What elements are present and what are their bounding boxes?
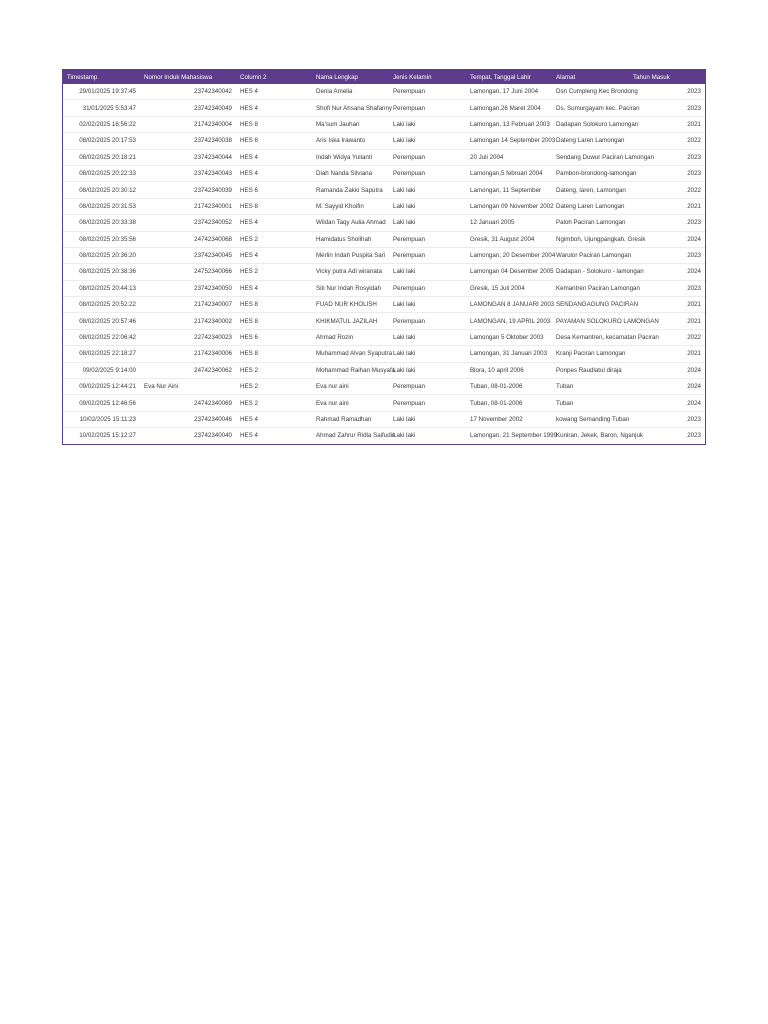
table-row — [63, 215, 705, 231]
cell-nama-lengkap[interactable]: Denia Amelia — [312, 84, 389, 100]
cell-tempat-tanggal-lahir[interactable]: Tuban, 08-01-2006 — [466, 395, 552, 411]
cell-tempat-tanggal-lahir[interactable]: Lamongan, 20 Desember 2004 — [466, 247, 552, 263]
cell-tempat-tanggal-lahir[interactable]: Gresik, 31 August 2004 — [466, 231, 552, 247]
cell-timestamp[interactable]: 10/02/2025 15:11:23 — [63, 411, 140, 427]
spreadsheet-table-container — [62, 69, 706, 445]
cell-nim[interactable]: 22742340023 — [140, 329, 236, 345]
cell-timestamp[interactable]: 08/02/2025 20:36:20 — [63, 247, 140, 263]
cell-jenis-kelamin[interactable]: Laki laki — [389, 215, 466, 231]
cell-nama-lengkap[interactable]: Merlin Indah Puspita Sari — [312, 247, 389, 263]
cell-alamat[interactable]: Ds. Sumurgayam kec. Paciran — [552, 100, 629, 116]
cell-column-2[interactable]: HES 8 — [236, 297, 312, 313]
header-row — [63, 70, 705, 84]
column-header-nim[interactable]: Nomor Induk Mahasiswa — [140, 70, 236, 84]
cell-nim[interactable]: 24742340069 — [140, 395, 236, 411]
cell-nama-lengkap[interactable]: Eva nur aini — [312, 379, 389, 395]
cell-alamat[interactable]: Sendang Duwur Paciran Lamongan — [552, 149, 629, 165]
table-row — [63, 198, 705, 214]
cell-tahun-masuk[interactable]: 2022 — [629, 329, 705, 345]
cell-nama-lengkap[interactable]: Eva nur aini — [312, 395, 389, 411]
cell-nama-lengkap[interactable]: FUAD NUR KHOLISH — [312, 297, 389, 313]
cell-tempat-tanggal-lahir[interactable]: Lamongan, 17 Juni 2004 — [466, 84, 552, 100]
cell-nim[interactable]: 21742340002 — [140, 313, 236, 329]
cell-alamat[interactable]: Warulor Paciran Lamongan — [552, 247, 629, 263]
cell-nim[interactable]: 23742340049 — [140, 100, 236, 116]
cell-alamat[interactable]: Tuban — [552, 379, 629, 395]
table-row — [63, 247, 705, 263]
cell-jenis-kelamin[interactable]: Laki laki — [389, 329, 466, 345]
cell-nim[interactable]: 23742340040 — [194, 432, 232, 440]
cell-tempat-tanggal-lahir[interactable]: Lamongan 5 Oktober 2003 — [466, 329, 552, 345]
cell-alamat[interactable]: Ngimboh, Ujungpangkah, Gresik — [552, 231, 629, 247]
cell-nim[interactable]: 21742340001 — [140, 198, 236, 214]
cell-nama-lengkap[interactable]: Mohammad Raihan Musyafa — [312, 362, 389, 378]
cell-nim[interactable]: 23742340044 — [140, 149, 236, 165]
student-data-table — [63, 70, 705, 444]
cell-alamat[interactable]: PAYAMAN SOLOKURO LAMONGAN — [552, 313, 629, 329]
cell-jenis-kelamin[interactable]: Laki laki — [389, 198, 466, 214]
cell-jenis-kelamin[interactable]: Perempuan — [389, 100, 466, 116]
cell-tempat-tanggal-lahir[interactable]: Lamongan 14 September 2003 — [466, 133, 552, 149]
table-row — [63, 100, 705, 116]
cell-jenis-kelamin[interactable]: Laki laki — [389, 411, 466, 427]
cell-column-2[interactable]: HES 2 — [236, 395, 312, 411]
cell-alamat[interactable]: Dateng Laren Lamongan — [552, 198, 629, 214]
cell-timestamp[interactable]: 09/02/2025 12:46:56 — [63, 395, 140, 411]
cell-alamat[interactable]: Ponpes Raudlatul diraja — [552, 362, 629, 378]
cell-tahun-masuk[interactable]: 2021 — [629, 297, 705, 313]
cell-tahun-masuk[interactable]: 2024 — [629, 231, 705, 247]
cell-tempat-tanggal-lahir[interactable]: 17 November 2002 — [466, 411, 552, 427]
cell-column-2[interactable]: HES 4 — [236, 165, 312, 181]
cell-tahun-masuk[interactable]: 2024 — [629, 395, 705, 411]
cell-jenis-kelamin[interactable]: Laki laki — [389, 182, 466, 198]
cell-nama-lengkap[interactable]: Muhammad Alvan Syaputra — [312, 346, 389, 362]
table-row — [63, 329, 705, 345]
cell-jenis-kelamin[interactable]: Laki laki — [389, 133, 466, 149]
cell-jenis-kelamin[interactable]: Perempuan — [389, 247, 466, 263]
cell-nama-lengkap[interactable]: Aris Iska Irawanto — [312, 133, 389, 149]
cell-timestamp[interactable]: 09/02/2025 12:44:21 — [63, 379, 140, 395]
table-row — [63, 231, 705, 247]
cell-nama-lengkap[interactable]: Vicky putra Adi wiranata — [312, 264, 389, 280]
cell-tempat-tanggal-lahir[interactable]: Blora, 10 april 2006 — [466, 362, 552, 378]
table-row — [63, 280, 705, 296]
cell-tahun-masuk[interactable]: 2021 — [629, 116, 705, 132]
cell-tempat-tanggal-lahir[interactable]: Lamongan, 31 Januari 2003 — [466, 346, 552, 362]
cell-tahun-masuk[interactable]: 2023 — [629, 215, 705, 231]
cell-nim[interactable]: Eva Nur Aini — [140, 379, 236, 395]
cell-jenis-kelamin[interactable]: Laki laki — [389, 116, 466, 132]
table-row — [63, 297, 705, 313]
cell-timestamp[interactable]: 31/01/2025 5:53:47 — [63, 100, 140, 116]
cell-column-2[interactable]: HES 8 — [236, 198, 312, 214]
cell-jenis-kelamin[interactable]: Laki laki — [389, 346, 466, 362]
cell-timestamp[interactable]: 08/02/2025 20:31:53 — [63, 198, 140, 214]
cell-jenis-kelamin[interactable]: Perempuan — [389, 231, 466, 247]
cell-alamat[interactable]: Dateng Laren Lamongan — [552, 133, 629, 149]
cell-nama-lengkap[interactable]: Wildan Taqy Aulia Ahmad — [312, 215, 389, 231]
cell-tempat-tanggal-lahir[interactable]: Lamongan, 13 Februari 2003 — [466, 116, 552, 132]
table-row — [63, 149, 705, 165]
cell-alamat[interactable]: Kuniran, Jekek, Baron, Nganjuk — [556, 432, 644, 440]
cell-jenis-kelamin[interactable]: Perempuan — [389, 149, 466, 165]
cell-tempat-tanggal-lahir[interactable]: Lamongan 04 Desember 2005 — [466, 264, 552, 280]
cell-tahun-masuk[interactable]: 2021 — [629, 198, 705, 214]
cell-nama-lengkap[interactable]: Ahmad Zahrur Ridla Saifudin — [316, 432, 396, 440]
column-header-alamat[interactable]: Alamat — [552, 70, 629, 84]
cell-jenis-kelamin[interactable]: Laki laki — [389, 264, 466, 280]
cell-timestamp[interactable]: 08/02/2025 20:57:46 — [63, 313, 140, 329]
cell-tempat-tanggal-lahir[interactable]: Lamongan 09 November 2002 — [466, 198, 552, 214]
cell-nama-lengkap[interactable]: Ramanda Zakki Saputra — [312, 182, 389, 198]
cell-jenis-kelamin[interactable]: Perempuan — [389, 395, 466, 411]
cell-jenis-kelamin[interactable]: Perempuan — [389, 313, 466, 329]
table-row — [63, 84, 705, 100]
cell-tahun-masuk[interactable]: 2024 — [629, 379, 705, 395]
cell-timestamp[interactable]: 08/02/2025 20:38:36 — [63, 264, 140, 280]
cell-column-2[interactable]: HES 4 — [236, 247, 312, 263]
cell-alamat[interactable]: Kemantren Paciran Lamongan — [552, 280, 629, 296]
cell-alamat[interactable]: SENDANGAGUNG PACIRAN — [552, 297, 629, 313]
cell-column-2[interactable]: HES 4 — [236, 411, 312, 427]
cell-tempat-tanggal-lahir[interactable]: Tuban, 08-01-2006 — [466, 379, 552, 395]
table-row — [63, 313, 705, 329]
cell-timestamp[interactable]: 08/02/2025 20:22:33 — [63, 165, 140, 181]
cell-nama-lengkap[interactable]: Ahmad Rozin — [312, 329, 389, 345]
table-row — [63, 395, 705, 411]
table-row — [63, 182, 705, 198]
cell-tahun-masuk[interactable]: 2023 — [687, 432, 701, 440]
table-row — [63, 264, 705, 280]
table-header — [63, 70, 705, 84]
table-row — [63, 133, 705, 149]
cell-nama-lengkap[interactable]: Hamidatus Sholihah — [312, 231, 389, 247]
cell-timestamp[interactable]: 02/02/2025 16:56:22 — [63, 116, 140, 132]
cell-tahun-masuk[interactable]: 2023 — [629, 165, 705, 181]
cell-alamat[interactable]: Pambon-brondong-lamongan — [552, 165, 629, 181]
cell-jenis-kelamin[interactable]: Laki laki — [393, 432, 416, 440]
cell-column-2[interactable]: HES 4 — [236, 84, 312, 100]
cell-tempat-tanggal-lahir[interactable]: 12 Januari 2005 — [466, 215, 552, 231]
table-row — [63, 411, 705, 427]
table-row — [63, 362, 705, 378]
column-header-column-2[interactable]: Column 2 — [236, 70, 312, 84]
table-row — [63, 346, 705, 362]
cell-nama-lengkap[interactable]: M. Sayyid Khoifin — [312, 198, 389, 214]
cell-jenis-kelamin[interactable]: Perempuan — [389, 379, 466, 395]
cell-timestamp[interactable]: 08/02/2025 20:52:22 — [63, 297, 140, 313]
cell-alamat[interactable]: Dsn Cumpleng Kec Brondong — [552, 84, 629, 100]
cell-nim[interactable]: 24752340066 — [140, 264, 236, 280]
cell-nim[interactable]: 24742340068 — [140, 231, 236, 247]
cell-timestamp[interactable]: 08/02/2025 20:18:21 — [63, 149, 140, 165]
cell-tahun-masuk[interactable]: 2021 — [629, 313, 705, 329]
cell-alamat[interactable]: Dateng, laren, Lamongan — [552, 182, 629, 198]
cell-alamat[interactable]: Dadapan - Solokuro - lamongan — [552, 264, 629, 280]
cell-nama-lengkap[interactable]: Indah Widya Yulianti — [312, 149, 389, 165]
cell-tahun-masuk[interactable]: 2023 — [629, 280, 705, 296]
cell-column-2[interactable]: HES 4 — [236, 280, 312, 296]
cell-column-2[interactable]: HES 4 — [236, 215, 312, 231]
cell-nama-lengkap[interactable]: Ma'sum Jauhari — [312, 116, 389, 132]
cell-column-2[interactable]: HES 2 — [236, 379, 312, 395]
cell-column-2[interactable]: HES 2 — [236, 231, 312, 247]
table-row — [63, 379, 705, 395]
cell-alamat[interactable]: Tuban — [552, 395, 629, 411]
cell-nim[interactable]: 23742340039 — [140, 182, 236, 198]
cell-column-2[interactable]: HES 4 — [240, 432, 258, 440]
table-row — [63, 116, 705, 132]
cell-tempat-tanggal-lahir[interactable]: Lamongan, 21 September 1999 — [470, 432, 558, 440]
cell-jenis-kelamin[interactable]: Laki laki — [389, 297, 466, 313]
column-header-nama-lengkap[interactable]: Nama Lengkap — [312, 70, 389, 84]
cell-jenis-kelamin[interactable]: Perempuan — [389, 84, 466, 100]
cell-column-2[interactable]: HES 2 — [236, 264, 312, 280]
cell-column-2[interactable]: HES 6 — [236, 182, 312, 198]
cell-tahun-masuk[interactable]: 2023 — [629, 247, 705, 263]
column-header-tahun-masuk[interactable]: Tahun Masuk — [629, 70, 705, 84]
column-header-tempat-tanggal-lahir[interactable]: Tempat, Tanggal Lahir — [466, 70, 552, 84]
cell-timestamp[interactable]: 09/02/2025 9:14:00 — [63, 362, 140, 378]
cell-timestamp[interactable]: 10/02/2025 15:12:27 — [79, 432, 136, 440]
cell-nim[interactable]: 21742340006 — [140, 346, 236, 362]
table-body — [63, 84, 705, 444]
cell-alamat[interactable]: Kranji Paciran Lamongan — [552, 346, 629, 362]
cell-alamat[interactable]: Desa Kemantren, kecamatan Paciran — [552, 329, 629, 345]
cell-nama-lengkap[interactable]: KHIKMATUL JAZILAH — [312, 313, 389, 329]
cell-nim[interactable]: 23742340050 — [140, 280, 236, 296]
cell-nama-lengkap[interactable]: Diah Nanda Silviana — [312, 165, 389, 181]
cell-nim[interactable]: 23742340052 — [140, 215, 236, 231]
cell-column-2[interactable]: HES 8 — [236, 116, 312, 132]
cell-tempat-tanggal-lahir[interactable]: LAMONGAN 8 JANUARI 2003 — [466, 297, 552, 313]
cell-nim[interactable]: 21742340007 — [140, 297, 236, 313]
cell-timestamp[interactable]: 08/02/2025 20:17:53 — [63, 133, 140, 149]
cell-timestamp[interactable]: 08/02/2025 22:06:42 — [63, 329, 140, 345]
cell-tahun-masuk[interactable]: 2023 — [629, 84, 705, 100]
cell-jenis-kelamin[interactable]: Laki laki — [389, 362, 466, 378]
cell-alamat[interactable]: Paloh Paciran Lamongan — [552, 215, 629, 231]
cell-column-2[interactable]: HES 8 — [236, 313, 312, 329]
cell-column-2[interactable]: HES 8 — [236, 346, 312, 362]
table-row — [63, 165, 705, 181]
cell-tempat-tanggal-lahir[interactable]: Gresik, 15 Juli 2004 — [466, 280, 552, 296]
cell-tahun-masuk[interactable]: 2023 — [629, 411, 705, 427]
cell-jenis-kelamin[interactable]: Perempuan — [389, 280, 466, 296]
cell-tempat-tanggal-lahir[interactable]: Lamongan,5 februari 2004 — [466, 165, 552, 181]
column-header-timestamp[interactable]: Timestamp — [63, 70, 140, 84]
table-row — [63, 428, 705, 444]
cell-nim[interactable]: 21742340004 — [140, 116, 236, 132]
cell-tahun-masuk[interactable]: 2021 — [629, 346, 705, 362]
cell-tempat-tanggal-lahir[interactable]: Lamongan,26 Maret 2004 — [466, 100, 552, 116]
column-header-jenis-kelamin[interactable]: Jenis Kelamin — [389, 70, 466, 84]
cell-tahun-masuk[interactable]: 2023 — [629, 100, 705, 116]
cell-nim[interactable]: 23742340043 — [140, 165, 236, 181]
cell-column-2[interactable]: HES 6 — [236, 329, 312, 345]
cell-nama-lengkap[interactable]: Rahmad Ramadhan — [312, 411, 389, 427]
cell-timestamp[interactable]: 08/02/2025 20:44:13 — [63, 280, 140, 296]
cell-nim[interactable]: 23742340046 — [140, 411, 236, 427]
cell-tahun-masuk[interactable]: 2022 — [629, 182, 705, 198]
cell-tahun-masuk[interactable]: 2022 — [629, 133, 705, 149]
cell-nim[interactable]: 23742340038 — [140, 133, 236, 149]
cell-nama-lengkap[interactable]: Siti Nur Indah Rosyidah — [312, 280, 389, 296]
cell-nim[interactable]: 24742340062 — [140, 362, 236, 378]
cell-nama-lengkap[interactable]: Shofi Nur Ahsana Shafanny — [312, 100, 389, 116]
cell-timestamp[interactable]: 08/02/2025 20:33:38 — [63, 215, 140, 231]
cell-column-2[interactable]: HES 2 — [236, 362, 312, 378]
cell-column-2[interactable]: HES 6 — [236, 133, 312, 149]
cell-jenis-kelamin[interactable]: Perempuan — [389, 165, 466, 181]
cell-timestamp[interactable]: 08/02/2025 20:35:56 — [63, 231, 140, 247]
cell-tahun-masuk[interactable]: 2024 — [629, 362, 705, 378]
cell-tahun-masuk[interactable]: 2024 — [629, 264, 705, 280]
cell-tempat-tanggal-lahir[interactable]: 20 Juli 2004 — [466, 149, 552, 165]
cell-timestamp[interactable]: 08/02/2025 20:30:12 — [63, 182, 140, 198]
cell-tempat-tanggal-lahir[interactable]: Lamongan, 11 September — [466, 182, 552, 198]
cell-alamat[interactable]: kowang Semanding Tuban — [552, 411, 629, 427]
cell-timestamp[interactable]: 29/01/2025 19:37:45 — [63, 84, 140, 100]
cell-timestamp[interactable]: 08/02/2025 22:18:27 — [63, 346, 140, 362]
cell-column-2[interactable]: HES 4 — [236, 100, 312, 116]
cell-nim[interactable]: 23742340042 — [140, 84, 236, 100]
cell-tempat-tanggal-lahir[interactable]: LAMONGAN, 19 APRIL 2003 — [466, 313, 552, 329]
cell-tahun-masuk[interactable]: 2023 — [629, 149, 705, 165]
cell-alamat[interactable]: Dadapan Solokuro Lamongan — [552, 116, 629, 132]
cell-nim[interactable]: 23742340045 — [140, 247, 236, 263]
cell-column-2[interactable]: HES 4 — [236, 149, 312, 165]
